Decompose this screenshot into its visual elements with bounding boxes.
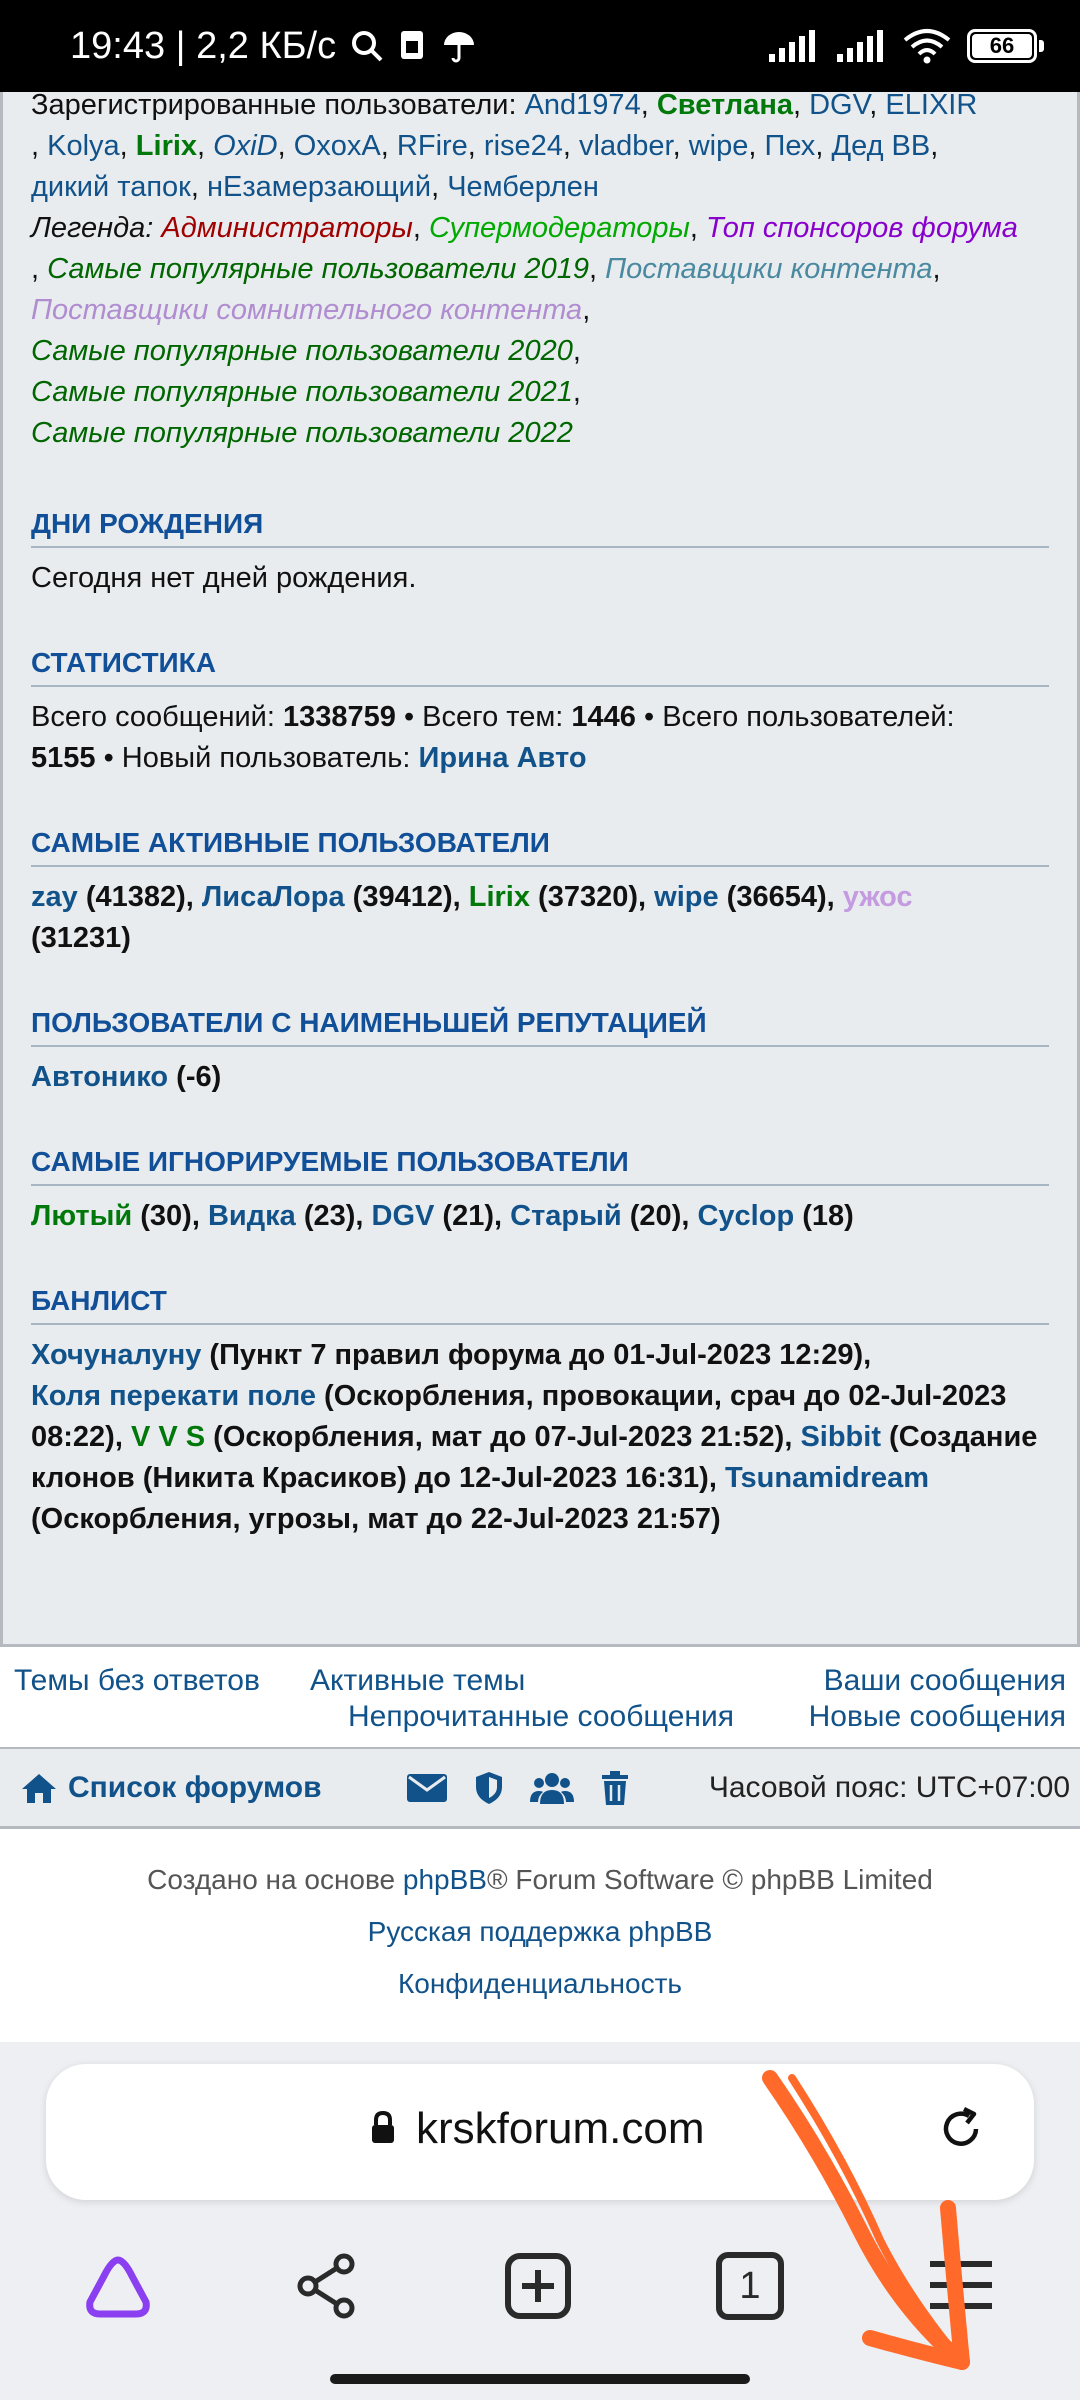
home-icon: [20, 1771, 58, 1805]
timezone-label: Часовой пояс: UTC+07:00: [708, 1770, 1070, 1804]
user-link[interactable]: Старый: [510, 1200, 622, 1232]
user-link[interactable]: Cyclop: [697, 1200, 795, 1232]
user-link[interactable]: Lirix: [135, 130, 198, 162]
forum-navbar: [0, 1747, 1080, 1829]
user-count: (20),: [621, 1200, 698, 1232]
user-link[interactable]: Автонико: [31, 1061, 169, 1093]
envelope-icon[interactable]: [406, 1772, 448, 1804]
legend-group-link[interactable]: Поставщики сомнительного контента: [31, 294, 583, 326]
page-footer: [0, 1832, 1080, 2042]
your-posts-link[interactable]: Ваши сообщения: [823, 1664, 1066, 1697]
user-count: (-6): [168, 1061, 222, 1093]
user-link[interactable]: wipe: [654, 881, 719, 913]
users-icon[interactable]: [530, 1770, 574, 1806]
gesture-home-bar[interactable]: [330, 2374, 750, 2384]
low-rep-heading: ПОЛЬЗОВАТЕЛИ С НАИМЕНЬШЕЙ РЕПУТАЦИЕЙ: [31, 1003, 1049, 1047]
user-count: (37320),: [530, 881, 655, 913]
ban-reason: (Оскорбления, мат до 07-Jul-2023 21:52),: [205, 1421, 801, 1453]
powered-by: [0, 1854, 1080, 1906]
ban-reason: (Оскорбления, угрозы, мат до 22-Jul-2023 21:57): [31, 1503, 721, 1535]
user-link[interactable]: vladber: [579, 130, 673, 162]
user-link[interactable]: нЕзамерзающий: [207, 171, 432, 203]
user-link[interactable]: rise24: [483, 130, 563, 162]
user-link[interactable]: дикий тапок: [31, 171, 191, 203]
user-link[interactable]: Sibbit: [800, 1421, 881, 1453]
legend-group-link[interactable]: Поставщики контента: [605, 253, 933, 285]
banlist-heading: БАНЛИСТ: [31, 1281, 1049, 1325]
search-icon: [350, 29, 384, 63]
ban-reason: (Пункт 7 правил форума до 01-Jul-2023 12:29),: [201, 1339, 872, 1371]
sim-icon: [398, 29, 428, 63]
user-link[interactable]: ужос: [842, 881, 913, 913]
trash-icon[interactable]: [600, 1770, 630, 1806]
new-posts-link[interactable]: Новые сообщения: [808, 1700, 1066, 1733]
user-link[interactable]: RFire: [396, 130, 468, 162]
tab-count: 1: [739, 2264, 761, 2307]
legend-group-link[interactable]: Самые популярные пользователи 2020: [31, 335, 573, 367]
active-users-list: [31, 877, 1049, 959]
stats-heading: СТАТИСТИКА: [31, 643, 1049, 687]
newest-user-link[interactable]: Ирина Авто: [418, 742, 587, 774]
user-link[interactable]: DGV: [371, 1200, 435, 1232]
birthdays-text: Сегодня нет дней рождения.: [31, 562, 417, 594]
user-link[interactable]: Kolya: [47, 130, 120, 162]
user-link[interactable]: OxiD: [213, 130, 278, 162]
phpbb-link[interactable]: phpBB: [402, 1864, 487, 1895]
stat-value: 1338759: [282, 701, 396, 733]
active-topics-link[interactable]: Активные темы: [310, 1664, 526, 1697]
legend-group-link[interactable]: Администраторы: [161, 212, 413, 244]
russian-support-link[interactable]: Русская поддержка phpBB: [367, 1916, 713, 1947]
user-link[interactable]: Светлана: [656, 89, 793, 121]
forum-list-link[interactable]: [20, 1771, 322, 1805]
umbrella-icon: [442, 29, 476, 63]
stat-label: • Всего пользователей:: [635, 701, 955, 733]
quick-links: [0, 1647, 1080, 1745]
user-link[interactable]: Пех: [764, 130, 816, 162]
ban-reason: (Оскорбления, провокации, срач до 02-Jul-2023 08:22),: [31, 1380, 1007, 1453]
unread-posts-link[interactable]: Непрочитанные сообщения: [348, 1700, 734, 1733]
low-rep-list: [31, 1057, 1049, 1098]
stat-value: 5155: [31, 742, 96, 774]
url-domain: krskforum.com: [416, 2104, 705, 2153]
forum-list-label: Список форумов: [68, 1770, 322, 1804]
user-link[interactable]: Лютый: [31, 1200, 133, 1232]
user-link[interactable]: ЛисаЛора: [201, 881, 345, 913]
wifi-icon: [903, 28, 951, 64]
powered-suffix: ® Forum Software © phpBB Limited: [486, 1864, 933, 1895]
powered-prefix: Создано на основе: [147, 1864, 403, 1895]
legend-group-link[interactable]: Самые популярные пользователи 2021: [31, 376, 573, 408]
unanswered-topics-link[interactable]: Темы без ответов: [14, 1664, 260, 1697]
online-users: Зарегистрированные пользователи: And1974, Светлана, DGV, ELIXIR , Kolya, Lirix, OxiD, OxoxA, RFire, rise24, vladber, wipe, Пех, Дед BB, дикий тапок, нЕзамерзающий, Чемберлен: [31, 89, 978, 203]
browser-chrome: [0, 2042, 1080, 2400]
user-count: (31231): [31, 922, 131, 954]
menu-icon[interactable]: [926, 2258, 996, 2312]
tabs-button[interactable]: [716, 2252, 784, 2320]
signal-icon: [835, 28, 887, 64]
lock-icon: [368, 2110, 398, 2146]
stat-label: • Новый пользователь:: [95, 742, 419, 774]
new-tab-icon[interactable]: [504, 2252, 572, 2320]
user-count: (21),: [434, 1200, 511, 1232]
user-link[interactable]: Хочуналуну: [31, 1339, 202, 1371]
user-link[interactable]: Коля перекати поле: [31, 1380, 316, 1412]
birthdays-heading: ДНИ РОЖДЕНИЯ: [31, 504, 1049, 548]
legend-group-link[interactable]: Топ спонсоров форума: [705, 212, 1018, 244]
ban-reason: (Создание клонов (Никита Красиков) до 12-Jul-2023 16:31),: [31, 1421, 1038, 1494]
user-link[interactable]: wipe: [688, 130, 749, 162]
legend-group-link[interactable]: Самые популярные пользователи 2019: [47, 253, 589, 285]
user-link[interactable]: And1974: [524, 89, 641, 121]
stat-label: Всего сообщений:: [31, 701, 283, 733]
forum-stats-panel: [0, 89, 1080, 1647]
online-label: Зарегистрированные пользователи:: [31, 89, 525, 121]
legend-group-link[interactable]: Самые популярные пользователи 2022: [31, 417, 573, 449]
user-link[interactable]: V V S: [130, 1421, 206, 1453]
user-link[interactable]: OxoxA: [293, 130, 381, 162]
user-count: (30),: [132, 1200, 208, 1232]
user-link[interactable]: Видка: [207, 1200, 296, 1232]
status-time-speed: 19:43 | 2,2 КБ/с: [70, 24, 337, 67]
banlist: [31, 1335, 1049, 1540]
reload-icon[interactable]: [936, 2104, 986, 2154]
stat-value: 1446: [571, 701, 636, 733]
privacy-link[interactable]: Конфиденциальность: [397, 1968, 683, 1999]
user-link[interactable]: zay: [31, 881, 78, 913]
user-count: (18): [794, 1200, 854, 1232]
user-count: (39412),: [344, 881, 469, 913]
stats-text: [31, 697, 1049, 779]
share-icon[interactable]: [294, 2252, 360, 2320]
legend: Легенда: Администраторы, Супермодераторы, Топ спонсоров форума , Самые популярные пользователи 2019, Поставщики контента, Поставщики сомнительного контента, Самые популярные пользователи 2020, Самые популярные пользователи 2021, Самые популярные пользователи 2022: [31, 212, 1018, 449]
battery-level: 66: [972, 34, 1032, 58]
user-count: (23),: [295, 1200, 372, 1232]
user-link[interactable]: ELIXIR: [885, 89, 978, 121]
user-count: (36654),: [718, 881, 843, 913]
ignored-heading: САМЫЕ ИГНОРИРУЕМЫЕ ПОЛЬЗОВАТЕЛИ: [31, 1142, 1049, 1186]
battery-icon: [967, 29, 1044, 63]
user-link[interactable]: Чемберлен: [447, 171, 599, 203]
signal-icon: [767, 28, 819, 64]
stat-label: • Всего тем:: [395, 701, 572, 733]
user-link[interactable]: DGV: [809, 89, 870, 121]
user-link[interactable]: Lirix: [468, 881, 530, 913]
ignored-list: [31, 1196, 1049, 1237]
shield-icon[interactable]: [474, 1770, 504, 1806]
legend-label: Легенда:: [31, 212, 154, 244]
address-bar[interactable]: [46, 2064, 1034, 2200]
legend-group-link[interactable]: Супермодераторы: [428, 212, 690, 244]
user-count: (41382),: [77, 881, 202, 913]
user-link[interactable]: Tsunamidream: [724, 1462, 930, 1494]
active-users-heading: САМЫЕ АКТИВНЫЕ ПОЛЬЗОВАТЕЛИ: [31, 823, 1049, 867]
alice-assistant-icon[interactable]: [82, 2254, 154, 2320]
user-link[interactable]: Дед BB: [831, 130, 931, 162]
status-bar: [0, 0, 1080, 92]
